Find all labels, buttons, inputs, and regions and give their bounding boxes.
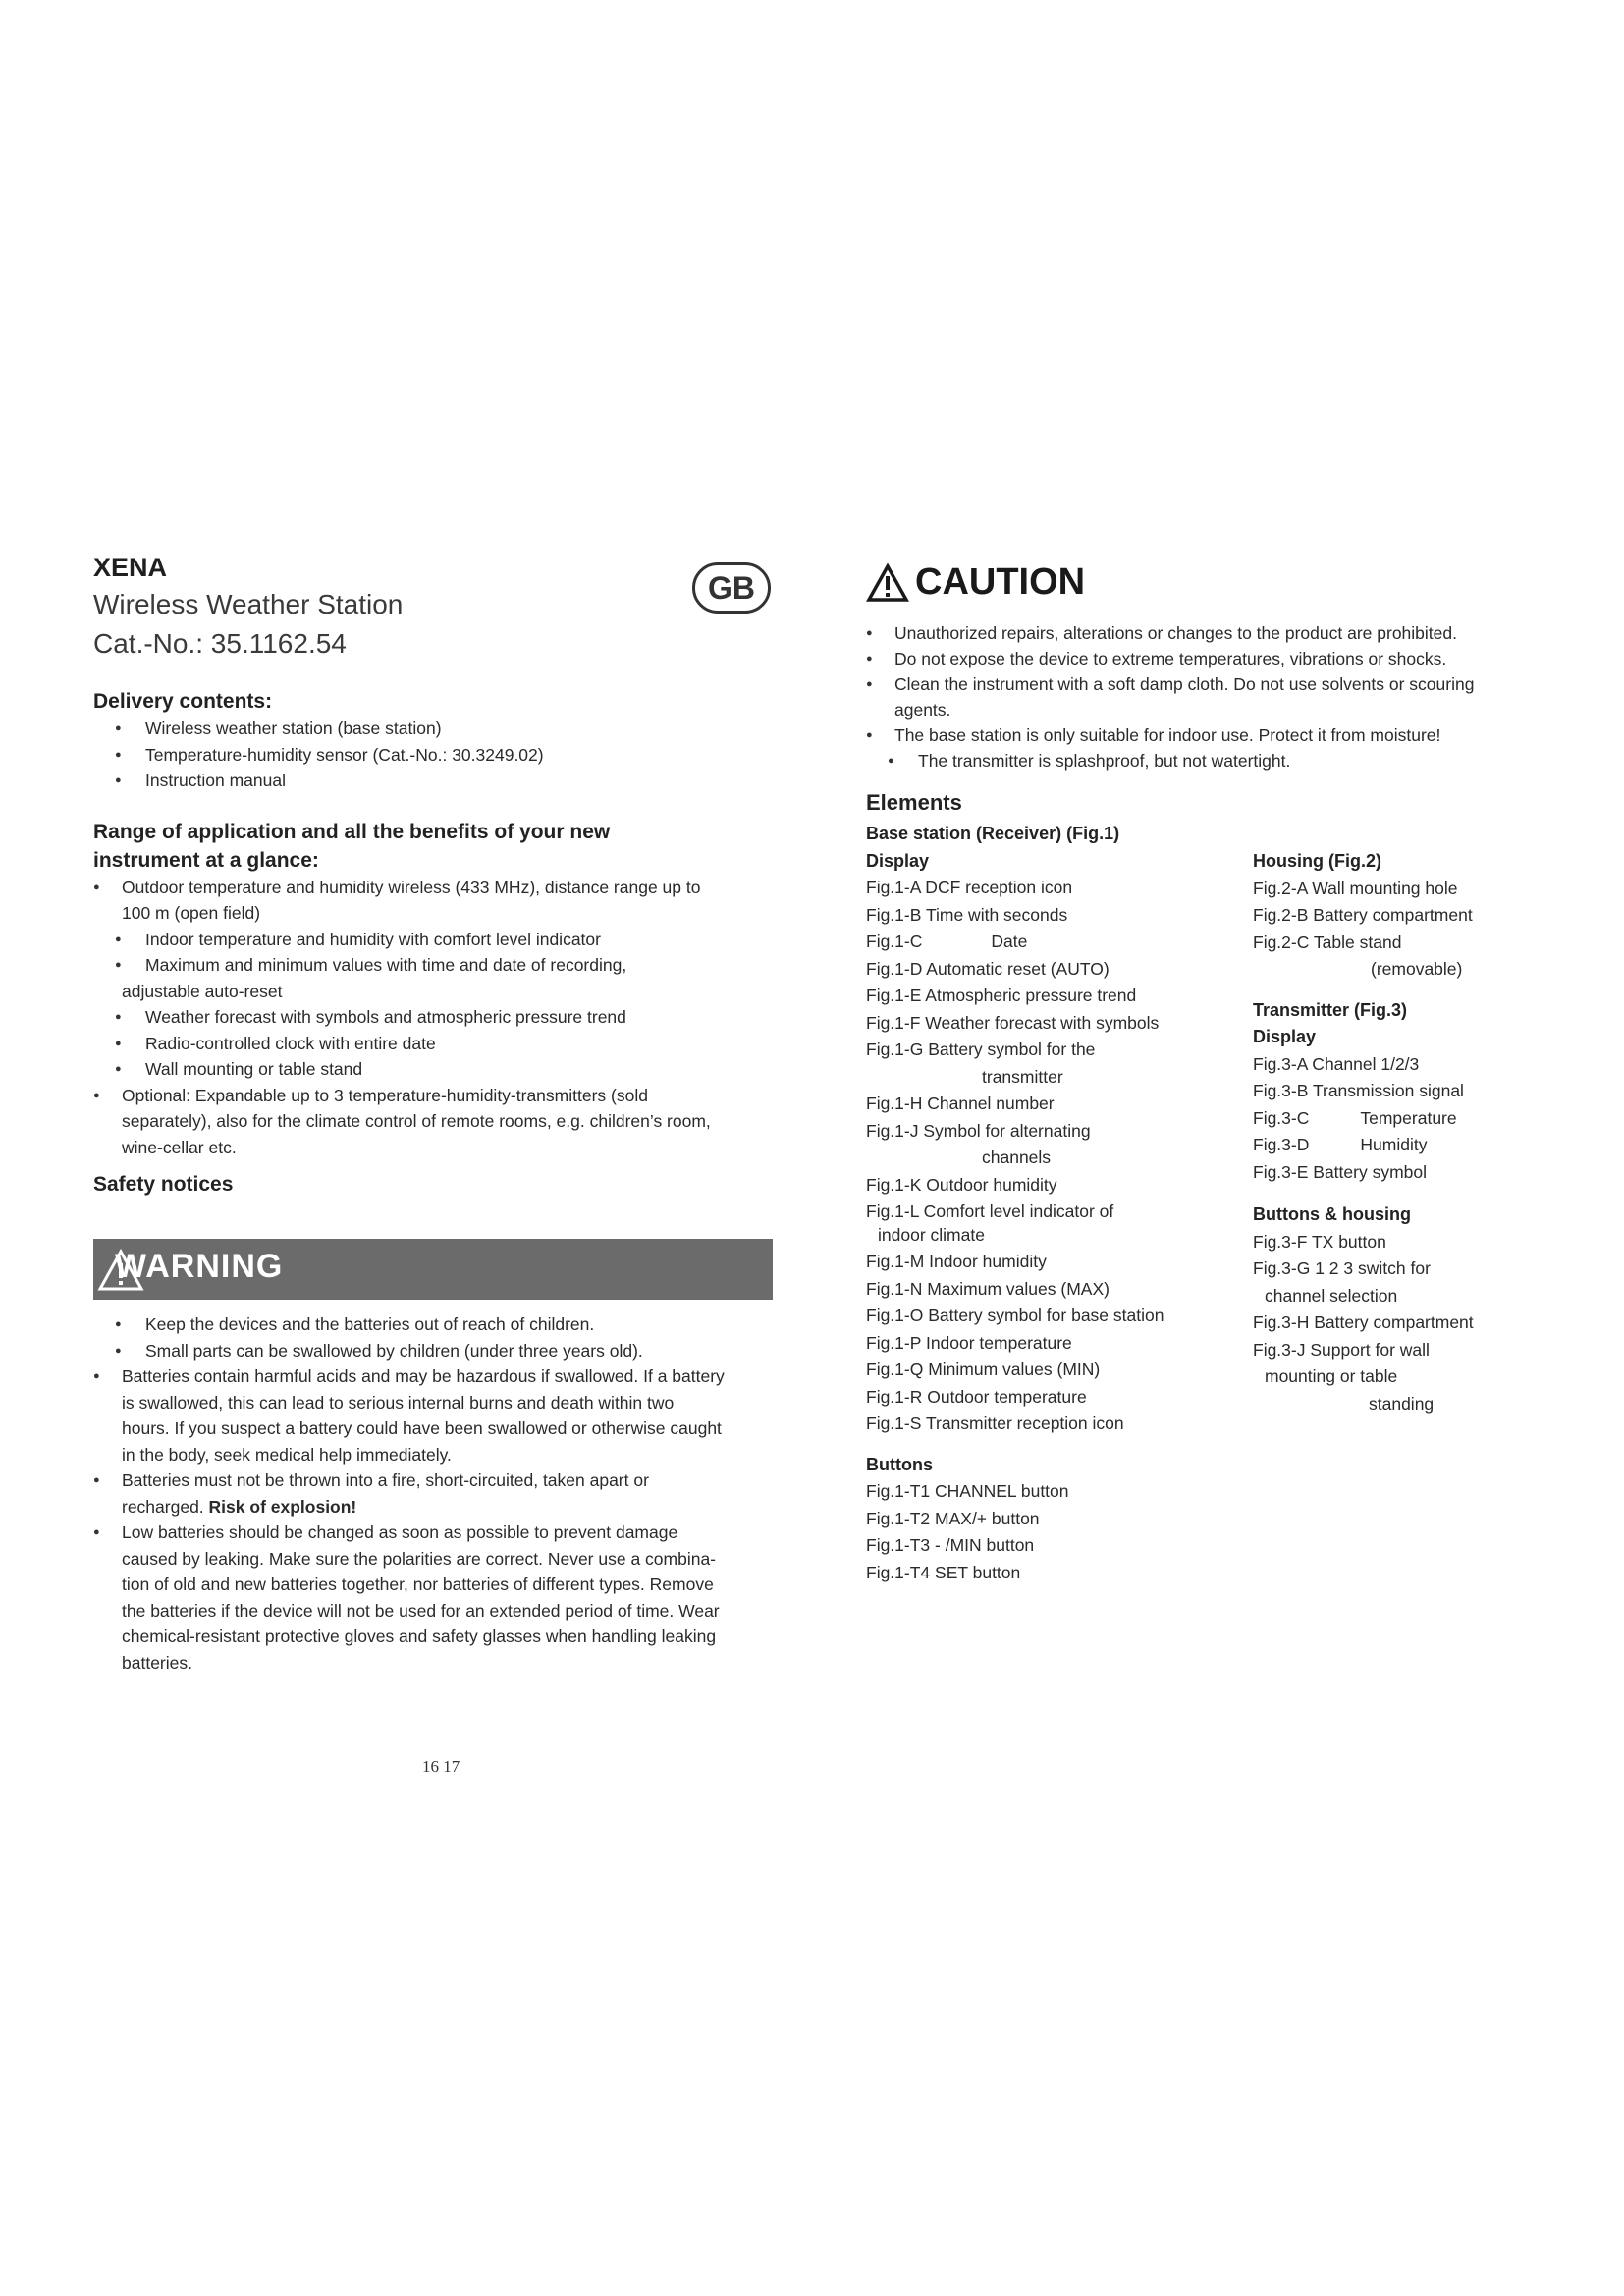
- buttons-housing-item: Fig.3-H Battery compartment: [1253, 1312, 1474, 1332]
- safety-list: [93, 1311, 781, 1676]
- housing-item: Fig.2-A Wall mounting hole: [1253, 878, 1458, 898]
- country-badge: GB: [692, 562, 771, 614]
- list-item: ● Clean the instrument with a soft damp cloth. Do not use solvents or scouring: [866, 671, 1534, 697]
- button-item: Fig.1-T4 SET button: [866, 1562, 1021, 1582]
- list-item: ● Low batteries should be changed as soon as possible to prevent damage: [93, 1520, 781, 1546]
- recharged-text: recharged.: [122, 1496, 204, 1517]
- buttons-heading: Buttons: [866, 1454, 933, 1474]
- display-item: Fig.1-K Outdoor humidity: [866, 1174, 1057, 1195]
- range-heading-line1: Range of application and all the benefits of your new: [93, 820, 611, 843]
- list-item: ● Radio-controlled clock with entire date: [93, 1031, 781, 1057]
- list-item: ● Wall mounting or table stand: [93, 1056, 781, 1083]
- display-item: Fig.1-G Battery symbol for the: [866, 1040, 1096, 1059]
- button-item: Fig.1-T3 - /MIN button: [866, 1535, 1035, 1555]
- display-item-continued: transmitter: [982, 1066, 1063, 1087]
- fig-label: Fig.1-C: [866, 932, 923, 951]
- transmitter-item: [1253, 1105, 1567, 1133]
- transmitter-heading: Transmitter (Fig.3): [1253, 999, 1408, 1020]
- list-item-continued: is swallowed, this can lead to serious internal burns and death within two: [122, 1392, 675, 1413]
- display-item: Fig.1-S Transmitter reception icon: [866, 1414, 1124, 1433]
- buttons-housing-item: Fig.3-G 1 2 3 switch for: [1253, 1258, 1431, 1278]
- list-item: ● Maximum and minimum values with time and date of recording,: [93, 952, 781, 979]
- range-heading-line2: instrument at a glance:: [93, 848, 319, 872]
- display-item: Fig.1-M Indoor humidity: [866, 1252, 1047, 1271]
- display-item-continued: channels: [982, 1148, 1052, 1167]
- list-item: ● Do not expose the device to extreme temperatures, vibrations or shocks.: [866, 646, 1534, 671]
- list-item-continued: agents.: [894, 700, 951, 720]
- list-item: ● Optional: Expandable up to 3 temperature-humidity-transmitters (sold: [93, 1083, 781, 1109]
- transmitter-item: Fig.3-E Battery symbol: [1253, 1161, 1427, 1182]
- housing-item: Fig.2-C Table stand: [1253, 932, 1402, 952]
- display-item: Fig.1-N Maximum values (MAX): [866, 1278, 1110, 1299]
- display-item: Fig.1-O Battery symbol for base station: [866, 1306, 1164, 1325]
- transmitter-display-heading: Display: [1253, 1027, 1317, 1046]
- buttons-housing-item-continued: channel selection: [1265, 1285, 1398, 1306]
- fig-label: Fig.3-C: [1253, 1107, 1310, 1128]
- display-item: Fig.1-F Weather forecast with symbols: [866, 1012, 1160, 1033]
- caution-label: CAUTION: [915, 561, 1086, 603]
- list-item-continued: hours. If you suspect a battery could have been swallowed or otherwise caught: [122, 1418, 722, 1438]
- list-item: ● Wireless weather station (base station): [93, 716, 781, 742]
- list-item: ● Unauthorized repairs, alterations or changes to the product are prohibited.: [866, 620, 1534, 646]
- transmitter-item: [1253, 1132, 1567, 1159]
- safety-heading: Safety notices: [93, 1173, 234, 1196]
- list-item-continued: the batteries if the device will not be used for an extended period of time. Wear: [122, 1600, 720, 1621]
- base-station-heading: Base station (Receiver) (Fig.1): [866, 824, 1120, 843]
- product-name: Wireless Weather Station: [93, 589, 404, 619]
- list-item: ● Small parts can be swallowed by children (under three years old).: [93, 1338, 781, 1364]
- fig-desc: Date: [991, 932, 1028, 951]
- list-item: ● The transmitter is splashproof, but not watertight.: [866, 748, 1534, 774]
- list-item: ● Batteries contain harmful acids and may be hazardous if swallowed. If a battery: [93, 1363, 781, 1390]
- housing-item-continued: (removable): [1371, 959, 1463, 979]
- list-item: ● Instruction manual: [93, 768, 781, 794]
- list-item-continued: [93, 1494, 781, 1521]
- button-item: Fig.1-T1 CHANNEL button: [866, 1481, 1069, 1501]
- caution-list: [866, 620, 1534, 774]
- list-item-continued: in the body, seek medical help immediately.: [122, 1444, 452, 1465]
- list-item: ● Temperature-humidity sensor (Cat.-No.: 30.3249.02): [93, 742, 781, 769]
- delivery-heading: Delivery contents:: [93, 690, 273, 713]
- list-item-continued: caused by leaking. Make sure the polarities are correct. Never use a combina-: [122, 1548, 717, 1569]
- list-item-continued: 100 m (open field): [122, 903, 261, 923]
- list-item-continued: adjustable auto-reset: [122, 981, 283, 1001]
- list-item-continued: wine-cellar etc.: [122, 1137, 237, 1157]
- list-item: ● The base station is only suitable for indoor use. Protect it from moisture!: [866, 722, 1534, 748]
- buttons-housing-item: Fig.3-F TX button: [1253, 1231, 1386, 1252]
- elements-heading: Elements: [866, 790, 962, 815]
- list-item: ● Indoor temperature and humidity with comfort level indicator: [93, 927, 781, 953]
- housing-item: Fig.2-B Battery compartment: [1253, 905, 1473, 925]
- list-item: ● Outdoor temperature and humidity wireless (433 MHz), distance range up to: [93, 875, 781, 901]
- display-item: Fig.1-Q Minimum values (MIN): [866, 1360, 1101, 1379]
- list-item-continued: batteries.: [122, 1652, 192, 1673]
- buttons-housing-item-continued: mounting or table: [1265, 1366, 1398, 1386]
- button-item: Fig.1-T2 MAX/+ button: [866, 1508, 1040, 1528]
- buttons-housing-item: Fig.3-J Support for wall: [1253, 1339, 1430, 1360]
- fig-desc: Temperature: [1360, 1107, 1457, 1128]
- warning-label: WARNING: [115, 1248, 284, 1285]
- list-item-continued: tion of old and new batteries together, nor batteries of different types. Remove: [122, 1575, 714, 1594]
- list-item: ● Keep the devices and the batteries out of reach of children.: [93, 1311, 781, 1338]
- brand-title: XENA: [93, 553, 168, 582]
- fig-desc: Humidity: [1360, 1135, 1428, 1154]
- transmitter-item: Fig.3-B Transmission signal: [1253, 1081, 1464, 1100]
- display-item: Fig.1-D Automatic reset (AUTO): [866, 958, 1110, 979]
- housing-transmitter-column: [1253, 848, 1567, 1417]
- display-item: Fig.1-B Time with seconds: [866, 904, 1068, 925]
- transmitter-item: Fig.3-A Channel 1/2/3: [1253, 1053, 1420, 1074]
- list-item-continued: chemical-resistant protective gloves and safety glasses when handling leaking: [122, 1627, 717, 1646]
- display-item: Fig.1-L Comfort level indicator of: [866, 1201, 1114, 1221]
- buttons-housing-item-continued: standing: [1369, 1393, 1435, 1414]
- display-heading: Display: [866, 850, 930, 871]
- caution-triangle-icon: [866, 563, 909, 603]
- fig-label: Fig.3-D: [1253, 1135, 1310, 1154]
- display-item: Fig.1-H Channel number: [866, 1094, 1055, 1113]
- display-item: Fig.1-R Outdoor temperature: [866, 1386, 1087, 1407]
- elements-column: [866, 787, 1239, 1586]
- catalog-number: Cat.-No.: 35.1162.54: [93, 628, 347, 659]
- list-item-continued: separately), also for the climate control of remote rooms, e.g. children’s room,: [122, 1111, 711, 1131]
- page-numbers: 16 17: [422, 1757, 460, 1776]
- left-column: [93, 550, 781, 1199]
- display-item: Fig.1-J Symbol for alternating: [866, 1120, 1091, 1141]
- buttons-housing-heading: Buttons & housing: [1253, 1204, 1411, 1224]
- display-item-continued: indoor climate: [878, 1224, 985, 1245]
- display-item: Fig.1-P Indoor temperature: [866, 1332, 1072, 1353]
- delivery-list: [93, 716, 781, 794]
- list-item: ● Weather forecast with symbols and atmospheric pressure trend: [93, 1004, 781, 1031]
- warning-banner: [93, 1239, 773, 1300]
- list-item: ● Batteries must not be thrown into a fire, short-circuited, taken apart or: [93, 1468, 781, 1494]
- display-item: Fig.1-E Atmospheric pressure trend: [866, 986, 1137, 1005]
- housing-heading: Housing (Fig.2): [1253, 851, 1381, 871]
- display-item: Fig.1-A DCF reception icon: [866, 878, 1073, 897]
- range-list: [93, 875, 781, 1161]
- display-item: [866, 929, 1239, 956]
- risk-of-explosion: Risk of explosion!: [208, 1496, 357, 1517]
